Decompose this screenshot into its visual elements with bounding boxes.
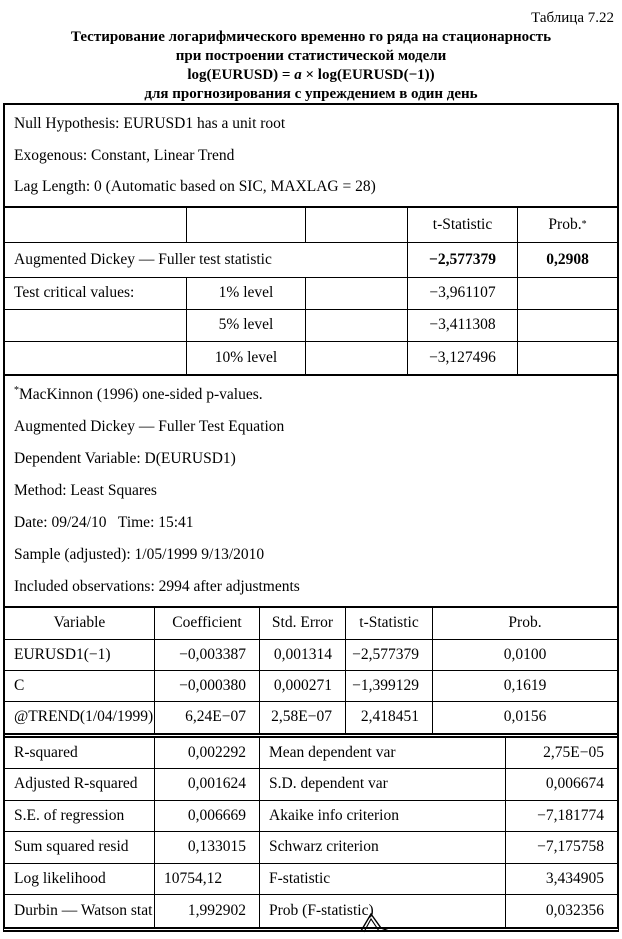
sum-value-left: 1,992902 bbox=[155, 895, 260, 927]
reg-header-stderror: Std. Error bbox=[260, 608, 346, 640]
title-line-2: при построении статистической модели bbox=[175, 48, 447, 64]
reg-row-variable: C bbox=[5, 671, 155, 702]
reg-row-stderror: 0,000271 bbox=[260, 671, 346, 702]
sum-value-right: −7,175758 bbox=[506, 832, 617, 864]
sum-value-left: 10754,12 bbox=[155, 864, 260, 896]
reg-header-coefficient: Coefficient bbox=[155, 608, 260, 640]
sum-value-left: 0,002292 bbox=[155, 738, 260, 770]
critical-empty-1 bbox=[306, 278, 408, 310]
sum-label-right: Schwarz criterion bbox=[260, 832, 506, 864]
reg-row-coefficient: 6,24E−07 bbox=[155, 702, 260, 733]
sum-value-left: 0,006669 bbox=[155, 801, 260, 833]
reg-row-tstat: −2,577379 bbox=[346, 640, 433, 671]
mouse-cursor-icon bbox=[358, 910, 392, 939]
formula-variable: a bbox=[294, 67, 302, 83]
critical-level-10pct: 10% level bbox=[187, 342, 306, 374]
sample-line: Sample (adjusted): 1/05/1999 9/13/2010 bbox=[14, 545, 265, 563]
adf-header-prob: Prob. * bbox=[518, 208, 617, 243]
sum-label-left: Log likelihood bbox=[5, 864, 155, 896]
table-number: Таблица 7.22 bbox=[531, 10, 614, 26]
equation-info-box bbox=[5, 376, 617, 608]
sum-label-right: Akaike info criterion bbox=[260, 801, 506, 833]
regression-table bbox=[5, 608, 617, 738]
statistics-report-frame bbox=[3, 103, 619, 932]
sum-value-right: 0,006674 bbox=[506, 769, 617, 801]
title-line-1: Тестирование логарифмического временно го ряда на стационарность bbox=[70, 29, 552, 45]
critical-level-5pct: 5% level bbox=[187, 310, 306, 342]
reg-row-tstat: −1,399129 bbox=[346, 671, 433, 702]
title-line-3: для прогнозирования с упреждением в один день bbox=[144, 86, 478, 102]
observations-line: Included observations: 2994 after adjustments bbox=[14, 577, 300, 595]
title-block bbox=[0, 0, 622, 104]
critical-prob-empty-3 bbox=[518, 342, 617, 374]
sum-label-left: Durbin — Watson stat bbox=[5, 895, 155, 927]
adf-header-empty-2 bbox=[187, 208, 306, 243]
sum-value-left: 0,133015 bbox=[155, 832, 260, 864]
adf-test-table bbox=[5, 208, 617, 376]
critical-empty-3 bbox=[306, 342, 408, 374]
critical-value-5pct: −3,411308 bbox=[408, 310, 518, 342]
reg-row-coefficient: −0,003387 bbox=[155, 640, 260, 671]
adf-header-tstat: t-Statistic bbox=[408, 208, 518, 243]
reg-row-stderror: 0,001314 bbox=[260, 640, 346, 671]
adf-stat-label: Augmented Dickey — Fuller test statistic bbox=[5, 243, 408, 278]
reg-header-variable: Variable bbox=[5, 608, 155, 640]
critical-values-label: Test critical values: bbox=[5, 278, 187, 310]
title-formula bbox=[0, 66, 622, 85]
reg-row-variable: @TREND(1/04/1999) bbox=[5, 702, 155, 733]
adf-stat-prob: 0,2908 bbox=[518, 243, 617, 278]
reg-row-prob: 0,0100 bbox=[433, 640, 617, 671]
date-time-line: Date: 09/24/10 Time: 15:41 bbox=[14, 513, 194, 531]
sum-value-left: 0,001624 bbox=[155, 769, 260, 801]
sum-label-left: Adjusted R-squared bbox=[5, 769, 155, 801]
formula-prefix: log(EURUSD) = bbox=[187, 67, 295, 83]
null-hypothesis-line: Null Hypothesis: EURUSD1 has a unit root bbox=[14, 115, 286, 132]
exogenous-line: Exogenous: Constant, Linear Trend bbox=[14, 146, 235, 164]
sum-label-left: R-squared bbox=[5, 738, 155, 770]
formula-suffix: × log(EURUSD(−1)) bbox=[301, 67, 435, 83]
sum-label-right: S.D. dependent var bbox=[260, 769, 506, 801]
reg-row-tstat: 2,418451 bbox=[346, 702, 433, 733]
reg-row-prob: 0,1619 bbox=[433, 671, 617, 702]
sum-label-left: Sum squared resid bbox=[5, 832, 155, 864]
critical-value-1pct: −3,961107 bbox=[408, 278, 518, 310]
method-line: Method: Least Squares bbox=[14, 481, 157, 499]
adf-header-empty-1 bbox=[5, 208, 187, 243]
dependent-variable-line: Dependent Variable: D(EURUSD1) bbox=[14, 449, 236, 467]
reg-header-prob: Prob. bbox=[433, 608, 617, 640]
critical-prob-empty-2 bbox=[518, 310, 617, 342]
reg-row-coefficient: −0,000380 bbox=[155, 671, 260, 702]
sum-label-right: Prob (F-statistic) bbox=[260, 895, 506, 927]
reg-row-stderror: 2,58E−07 bbox=[260, 702, 346, 733]
sum-value-right: 3,434905 bbox=[506, 864, 617, 896]
summary-statistics-table bbox=[5, 738, 617, 927]
critical-prob-empty-1 bbox=[518, 278, 617, 310]
sum-value-right: 2,75E−05 bbox=[506, 738, 617, 770]
hypothesis-box bbox=[5, 105, 617, 208]
reg-row-variable: EURUSD1(−1) bbox=[5, 640, 155, 671]
critical-label-empty-3 bbox=[5, 342, 187, 374]
lag-length-line: Lag Length: 0 (Automatic based on SIC, MAXLAG = 28) bbox=[14, 178, 376, 195]
sum-label-left: S.E. of regression bbox=[5, 801, 155, 833]
test-equation-line: Augmented Dickey — Fuller Test Equation bbox=[14, 417, 285, 435]
adf-header-empty-3 bbox=[306, 208, 408, 243]
sum-value-right: −7,181774 bbox=[506, 801, 617, 833]
critical-level-1pct: 1% level bbox=[187, 278, 306, 310]
critical-empty-2 bbox=[306, 310, 408, 342]
sum-label-right: F-statistic bbox=[260, 864, 506, 896]
adf-stat-tstat: −2,577379 bbox=[408, 243, 518, 278]
sum-label-right: Mean dependent var bbox=[260, 738, 506, 770]
mackinnon-footnote: *MacKinnon (1996) one-sided p-values. bbox=[14, 384, 263, 403]
critical-value-10pct: −3,127496 bbox=[408, 342, 518, 374]
sum-value-right: 0,032356 bbox=[545, 901, 604, 919]
critical-label-empty-2 bbox=[5, 310, 187, 342]
reg-header-tstat: t-Statistic bbox=[346, 608, 433, 640]
reg-row-prob: 0,0156 bbox=[503, 708, 547, 725]
footnote-asterisk: * bbox=[14, 384, 19, 396]
